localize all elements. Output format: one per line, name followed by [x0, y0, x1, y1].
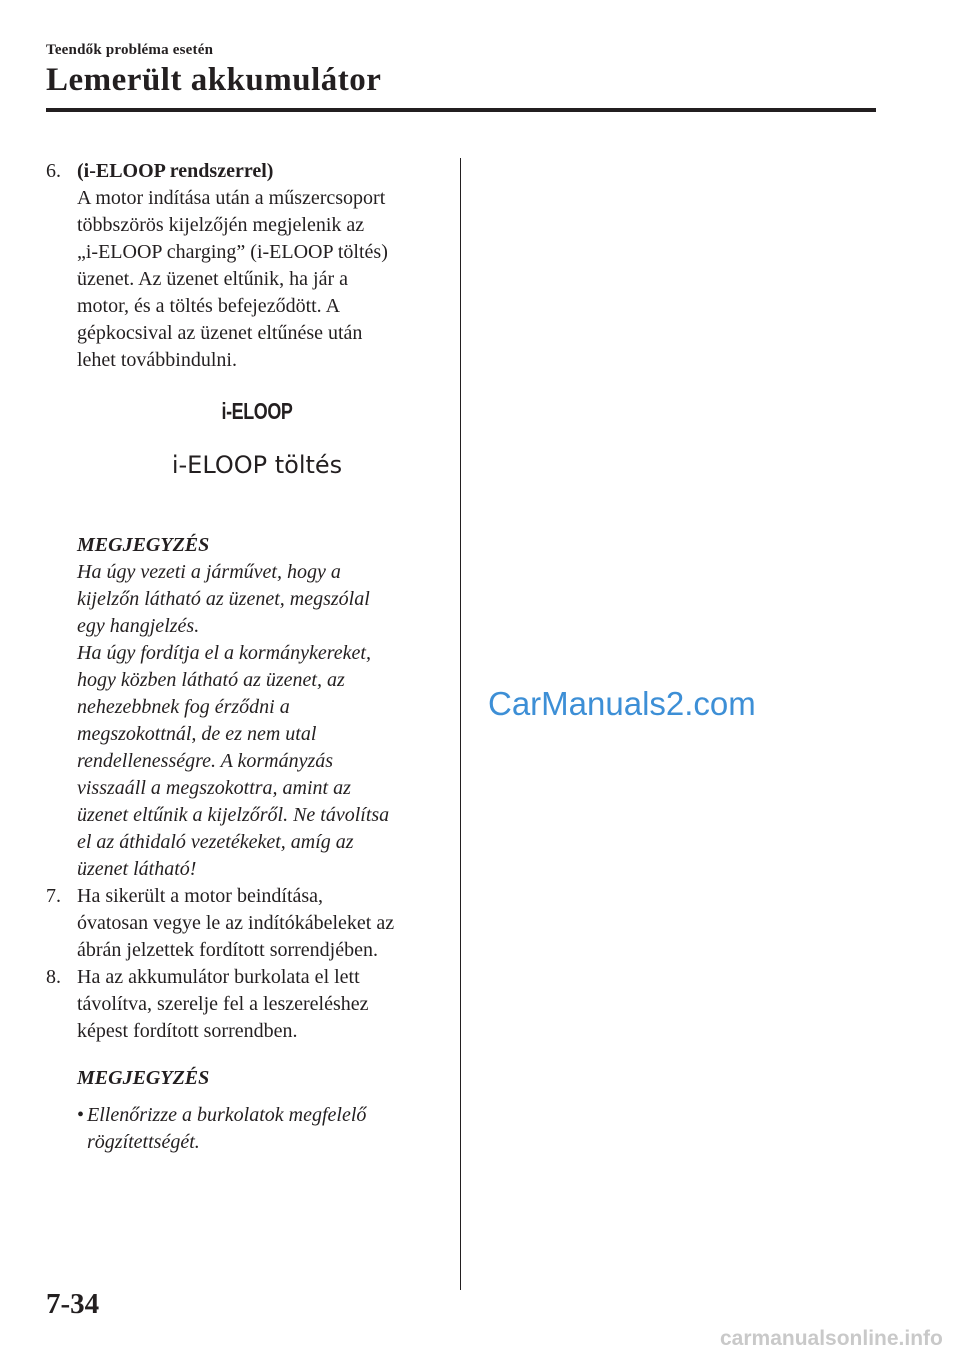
text-line: Ellenőrizze a burkolatok megfelelő: [87, 1104, 367, 1126]
text-line: távolítva, szerelje fel a leszereléshez: [77, 993, 369, 1015]
text-line: üzenet. Az üzenet eltűnik, ha jár a: [77, 268, 348, 290]
text-line: egy hangjelzés.: [77, 615, 200, 637]
watermark-link[interactable]: CarManuals2.com: [488, 685, 756, 722]
text-line: ábrán jelzettek fordított sorrendjében.: [77, 939, 378, 961]
text-line: nehezebbnek fog érződni a: [77, 696, 290, 718]
text-line: óvatosan vegye le az indítókábeleket az: [77, 912, 395, 934]
bullet-item: [77, 1102, 446, 1156]
page-title: Lemerült akkumulátor: [46, 62, 382, 98]
section-label: Teendők probléma esetén: [46, 42, 214, 58]
text-line: rendellenességre. A kormányzás: [77, 750, 334, 772]
text-line: többszörös kijelzőjén megjelenik az: [77, 214, 365, 236]
note-text: [77, 559, 446, 883]
text-line: gépkocsival az üzenet eltűnése után: [77, 322, 363, 344]
text-line: kijelzőn látható az üzenet, megszólal: [77, 588, 370, 610]
step-number: 8.: [46, 966, 61, 988]
note-heading: MEGJEGYZÉS: [77, 1067, 210, 1089]
step-6: [46, 158, 446, 374]
step-7: [46, 883, 446, 964]
text-line: lehet továbbindulni.: [77, 349, 237, 371]
text-line: visszaáll a megszokottra, amint az: [77, 777, 351, 799]
text-line: A motor indítása után a műszercsoport: [77, 187, 386, 209]
text-line: Ha az akkumulátor burkolata el lett: [77, 966, 360, 988]
text-line: megszokottnál, de ez nem utal: [77, 723, 317, 745]
text-line: rögzítettségét.: [87, 1131, 200, 1153]
left-column: [46, 158, 446, 1156]
step-heading: (i-ELOOP rendszerrel): [77, 160, 274, 182]
text-line: el az áthidaló vezetékeket, amíg az: [77, 831, 354, 853]
step-number: 7.: [46, 885, 61, 907]
step-8: [46, 964, 446, 1045]
text-line: Ha úgy fordítja el a kormánykereket,: [77, 642, 371, 664]
text-line: üzenet látható!: [77, 858, 197, 880]
text-line: hogy közben látható az üzenet, az: [77, 669, 345, 691]
text-line: üzenet eltűnik a kijelzőről. Ne távolítsa: [77, 804, 390, 826]
bullet-mark: •: [77, 1104, 85, 1126]
display-illustration: [77, 392, 446, 522]
step-body: [77, 964, 446, 1045]
note-box: [77, 532, 446, 883]
note-box-2: [77, 1065, 446, 1156]
step-body: [77, 883, 446, 964]
bullet-text: [87, 1102, 366, 1156]
text-line: motor, és a töltés befejeződött. A: [77, 295, 341, 317]
i-eloop-logo: i-ELOOP: [221, 398, 293, 424]
text-line: képest fordított sorrendben.: [77, 1020, 298, 1042]
step-number: 6.: [46, 160, 61, 182]
figure-caption: i-ELOOP töltés: [171, 451, 343, 479]
step-body: [77, 158, 446, 374]
text-line: Ha úgy vezeti a járművet, hogy a: [77, 561, 341, 583]
text-line: „i-ELOOP charging” (i-ELOOP töltés): [77, 241, 388, 263]
note-heading: MEGJEGYZÉS: [77, 534, 210, 556]
text-line: Ha sikerült a motor beindítása,: [77, 885, 324, 907]
page-number: 7-34: [46, 1288, 100, 1320]
header-divider: [46, 108, 876, 112]
column-divider: [460, 158, 461, 1290]
footer-watermark[interactable]: carmanualsonline.info: [720, 1327, 943, 1350]
